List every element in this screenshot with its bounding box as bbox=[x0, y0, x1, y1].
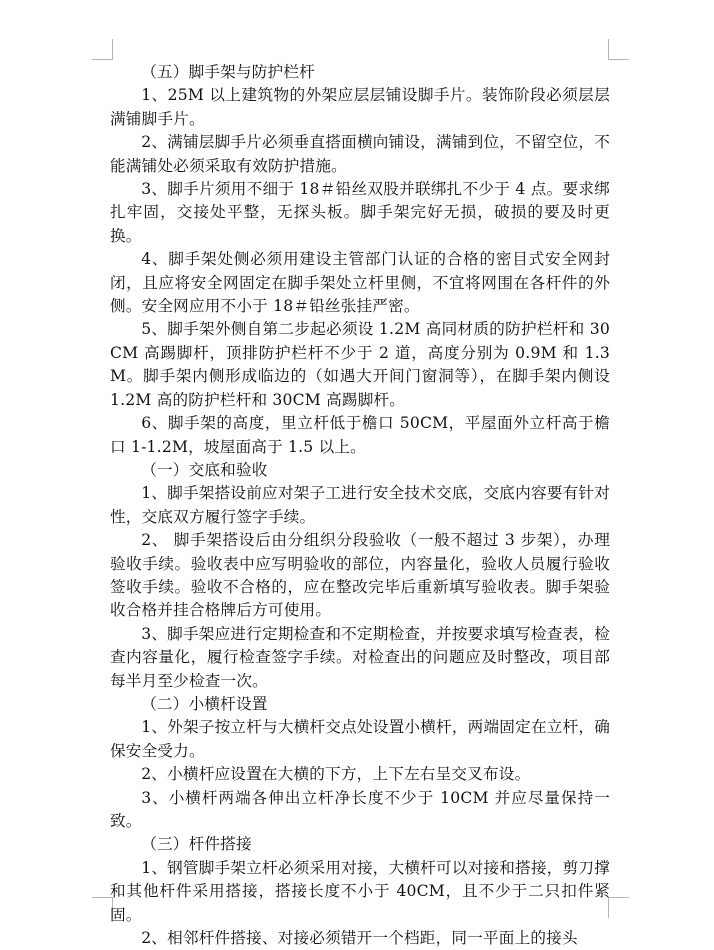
paragraph: 3、小横杆两端各伸出立杆净长度不少于 10CM 并应尽量保持一致。 bbox=[110, 788, 610, 830]
paragraph: 2、 脚手架搭设后由分组织分段验收（一般不超过 3 步架），办理验收手续。验收表中应写明验收的部位，内容量化，验收人员履行验收签收手续。验收不合格的，应在整改完毕后重新填写验收表。脚手架验收合格并挂合格牌后方可使用。 bbox=[110, 531, 610, 620]
paragraph: 1、钢管脚手架立杆必须采用对接，大横杆可以对接和搭接，剪刀撑和其他杆件采用搭接，搭接长度不小于 40CM，且不少于二只扣件紧固。 bbox=[110, 858, 610, 924]
paragraph: 2、小横杆应设置在大横的下方，上下左右呈交叉布设。 bbox=[141, 765, 531, 784]
paragraph: 3、脚手片须用不细于 18＃铅丝双股并联绑扎不少于 4 点。要求绑扎牢固，交接处平整，无探头板。脚手架完好无损，破损的要及时更换。 bbox=[110, 180, 610, 245]
section-heading: （二）小横杆设置 bbox=[141, 694, 268, 713]
paragraph: 3、脚手架应进行定期检查和不定期检查，并按要求填写检查表，检查内容量化，履行检查签字手续。对检查出的问题应及时整改，项目部每半月至少检查一次。 bbox=[110, 624, 610, 690]
paragraph: 2、满铺层脚手片必须垂直搭面横向铺设，满铺到位，不留空位，不能满铺处必须采取有效防护措施。 bbox=[110, 133, 610, 175]
document-body bbox=[110, 61, 610, 950]
page-corner-mark-top-left bbox=[92, 39, 113, 60]
paragraph: 4、脚手架处侧必须用建设主管部门认证的合格的密目式安全网封闭，且应将安全网固定在脚手架处立杆里侧，不宜将网围在各杆件的外侧。安全网应用不小于 18＃铅丝张挂严密。 bbox=[110, 250, 610, 316]
paragraph: 5、脚手架外侧自第二步起必须设 1.2M 高同材质的防护栏杆和 30CM 高踢脚杆，顶排防护栏杆不少于 2 道，高度分别为 0.9M 和 1.3M。脚手架内侧形成临边的（如遇大开间门窗洞等），在脚手架内侧设 1.2M 高的防护栏杆和 30CM 高踢脚杆。 bbox=[110, 320, 610, 409]
section-heading: （五）脚手架与防护栏杆 bbox=[141, 63, 315, 81]
paragraph: 2、相邻杆件搭接、对接必须错开一个档距，同一平面上的接头 bbox=[141, 929, 578, 948]
section-heading: （三）杆件搭接 bbox=[141, 835, 252, 854]
page-corner-mark-bottom-right bbox=[608, 897, 629, 918]
section-heading: （一）交底和验收 bbox=[141, 460, 268, 479]
paragraph: 1、脚手架搭设前应对架子工进行安全技术交底，交底内容要有针对性，交底双方履行签字手续。 bbox=[110, 484, 610, 526]
page-corner-mark-top-right bbox=[608, 39, 629, 60]
paragraph: 1、外架子按立杆与大横杆交点处设置小横杆，两端固定在立杆，确保安全受力。 bbox=[110, 718, 610, 760]
paragraph: 1、25M 以上建筑物的外架应层层铺设脚手片。装饰阶段必须层层满铺脚手片。 bbox=[110, 86, 610, 128]
paragraph: 6、脚手架的高度，里立杆低于檐口 50CM，平屋面外立杆高于檐口 1-1.2M，坡屋面高于 1.5 以上。 bbox=[110, 414, 610, 456]
